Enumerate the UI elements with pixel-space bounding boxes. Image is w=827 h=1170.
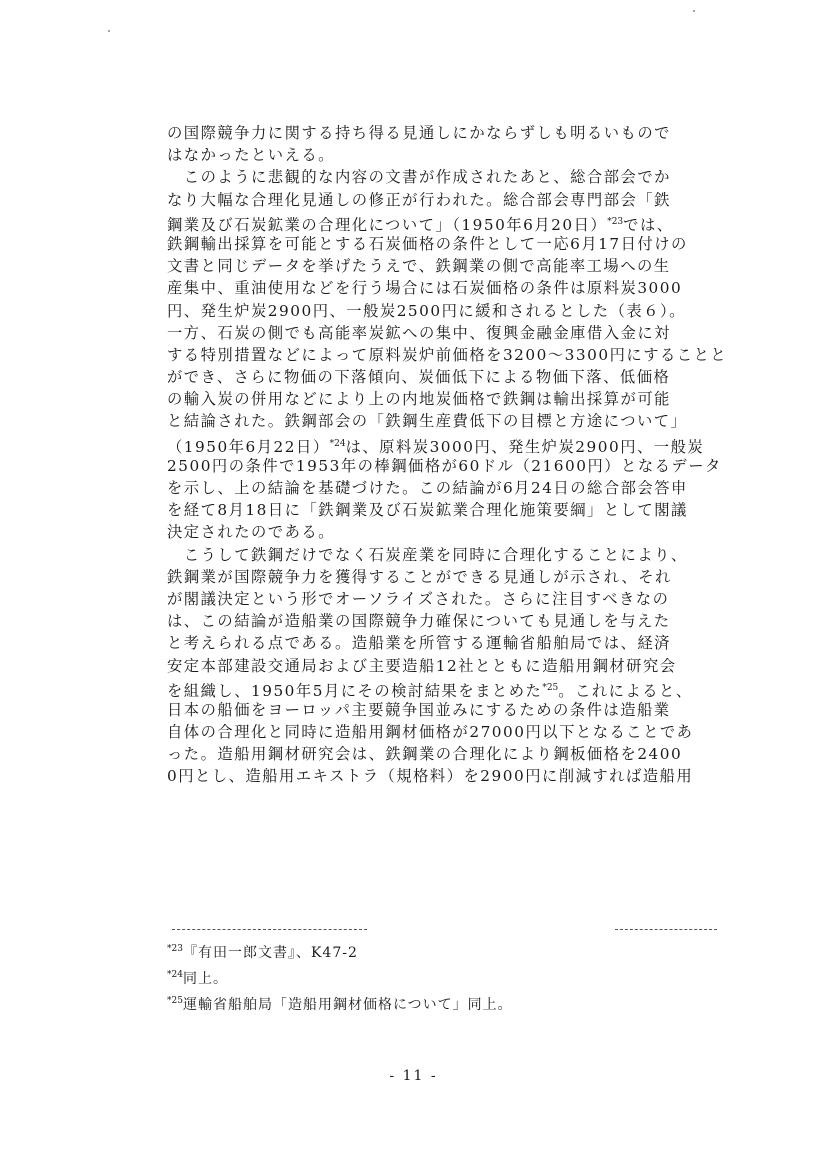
footnote-mark: *24 [167, 970, 183, 980]
page-number: - 11 - [389, 1068, 438, 1084]
body-line: 2500円の条件で1953年の棒鋼価格が60ドル（21600円）となるデータ [167, 456, 722, 475]
footnotes [167, 936, 707, 1014]
footnote-separator [172, 929, 367, 930]
body-line: を示し、上の結論を基礎づけた。この結論が6月24日の総合部会答申 [167, 479, 688, 497]
body-line: 自体の合理化と同時に造船用鋼材価格が27000円以下となることであ [167, 723, 694, 742]
body-line: 鋼業及び石炭鉱業の合理化について」（1950年6月20日）$^{*23}$では、 [167, 215, 674, 234]
scan-speck [108, 30, 110, 32]
footnote-item [167, 988, 707, 1014]
body-line: は、この結論が造船業の国際競争力確保についても見通しを与えた [167, 612, 671, 631]
footnote-text: 同上。 [182, 971, 228, 987]
footnote-ref-25: *25 [542, 682, 559, 693]
body-line: 鉄鋼輸出採算を可能とする石炭価格の条件として一応6月17日付けの [167, 234, 688, 253]
body-line: った。造船用鋼材研究会は、鉄鋼業の合理化により鋼板価格を2400 [167, 745, 683, 764]
footnote-separator [615, 929, 717, 930]
body-line: 決定されたのである。 [167, 523, 335, 542]
body-line: を組織し、1950年5月にその検討結果をまとめた$^{*25}$。これによると、 [167, 681, 693, 700]
footnote-text: 『有田一郎文書』、K47-2 [182, 945, 358, 961]
body-line: こうして鉄鋼だけでなく石炭産業を同時に合理化することにより、 [167, 545, 688, 564]
footnote-item [167, 962, 707, 988]
scan-speck [693, 10, 695, 12]
body-line: 日本の船価をヨーロッパ主要競争国並みにするための条件は造船業 [167, 700, 671, 719]
body-line: 産集中、重油使用などを行う場合には石炭価格の条件は原料炭3000 [167, 279, 683, 298]
footnote-mark: *23 [167, 944, 183, 954]
body-line: 安定本部建設交通局および主要造船12社とともに造船用鋼材研究会 [167, 656, 677, 675]
body-line: ができ、さらに物価の下落傾向、炭価低下による物価下落、低価格 [167, 368, 671, 387]
body-line: の国際競争力に関する持ち得る見通しにかならずしも明るいもので [167, 124, 671, 142]
body-line: を経て8月18日に「鉄鋼業及び石炭鉱業合理化施策要綱」として閣議 [167, 501, 688, 520]
body-line: が閣議決定という形でオーソライズされた。さらに注目すべきなの [167, 589, 670, 608]
body-line: 鉄鋼業が国際競争力を獲得することができる見通しが示され、それ [167, 567, 672, 586]
body-line: 円、発生炉炭2900円、一般炭2500円に緩和されるとした（表６）。 [167, 301, 686, 320]
body-line: このように悲観的な内容の文書が作成されたあと、総合部会でか [167, 168, 671, 187]
body-line: なり大幅な合理化見通しの修正が行われた。総合部会専門部会「鉄 [167, 190, 671, 209]
footnote-text: 運輸省船舶局「造船用鋼材価格について」同上。 [182, 997, 513, 1013]
body-line: と結論された。鉄鋼部会の「鉄鋼生産費低下の目標と方途について」 [167, 412, 688, 431]
body-line: （1950年6月22日）$^{*24}$は、原料炭3000円、発生炉炭2900円、一般炭 [167, 437, 705, 456]
body-text [167, 122, 727, 788]
footnote-ref-23: *23 [607, 216, 624, 227]
body-line: の輸入炭の併用などにより上の内地炭価格で鉄鋼は輸出採算が可能 [167, 390, 671, 409]
body-line: 文書と同じデータを挙げたうえで、鉄鋼業の側で高能率工場への生 [167, 257, 671, 276]
footnote-mark: *25 [167, 996, 183, 1006]
body-line: と考えられる点である。造船業を所管する運輸省船舶局では、経済 [167, 634, 671, 653]
body-line: はなかったといえる。 [167, 146, 335, 165]
body-line: する特別措置などによって原料炭炉前価格を3200～3300円にすることと [167, 345, 728, 364]
body-line: 0円とし、造船用エキストラ（規格料）を2900円に削減すれば造船用 [167, 767, 694, 786]
footnote-ref-24: *24 [329, 438, 346, 449]
footnote-item [167, 936, 707, 962]
body-line: 一方、石炭の側でも高能率炭鉱への集中、復興金融金庫借入金に対 [167, 323, 671, 342]
